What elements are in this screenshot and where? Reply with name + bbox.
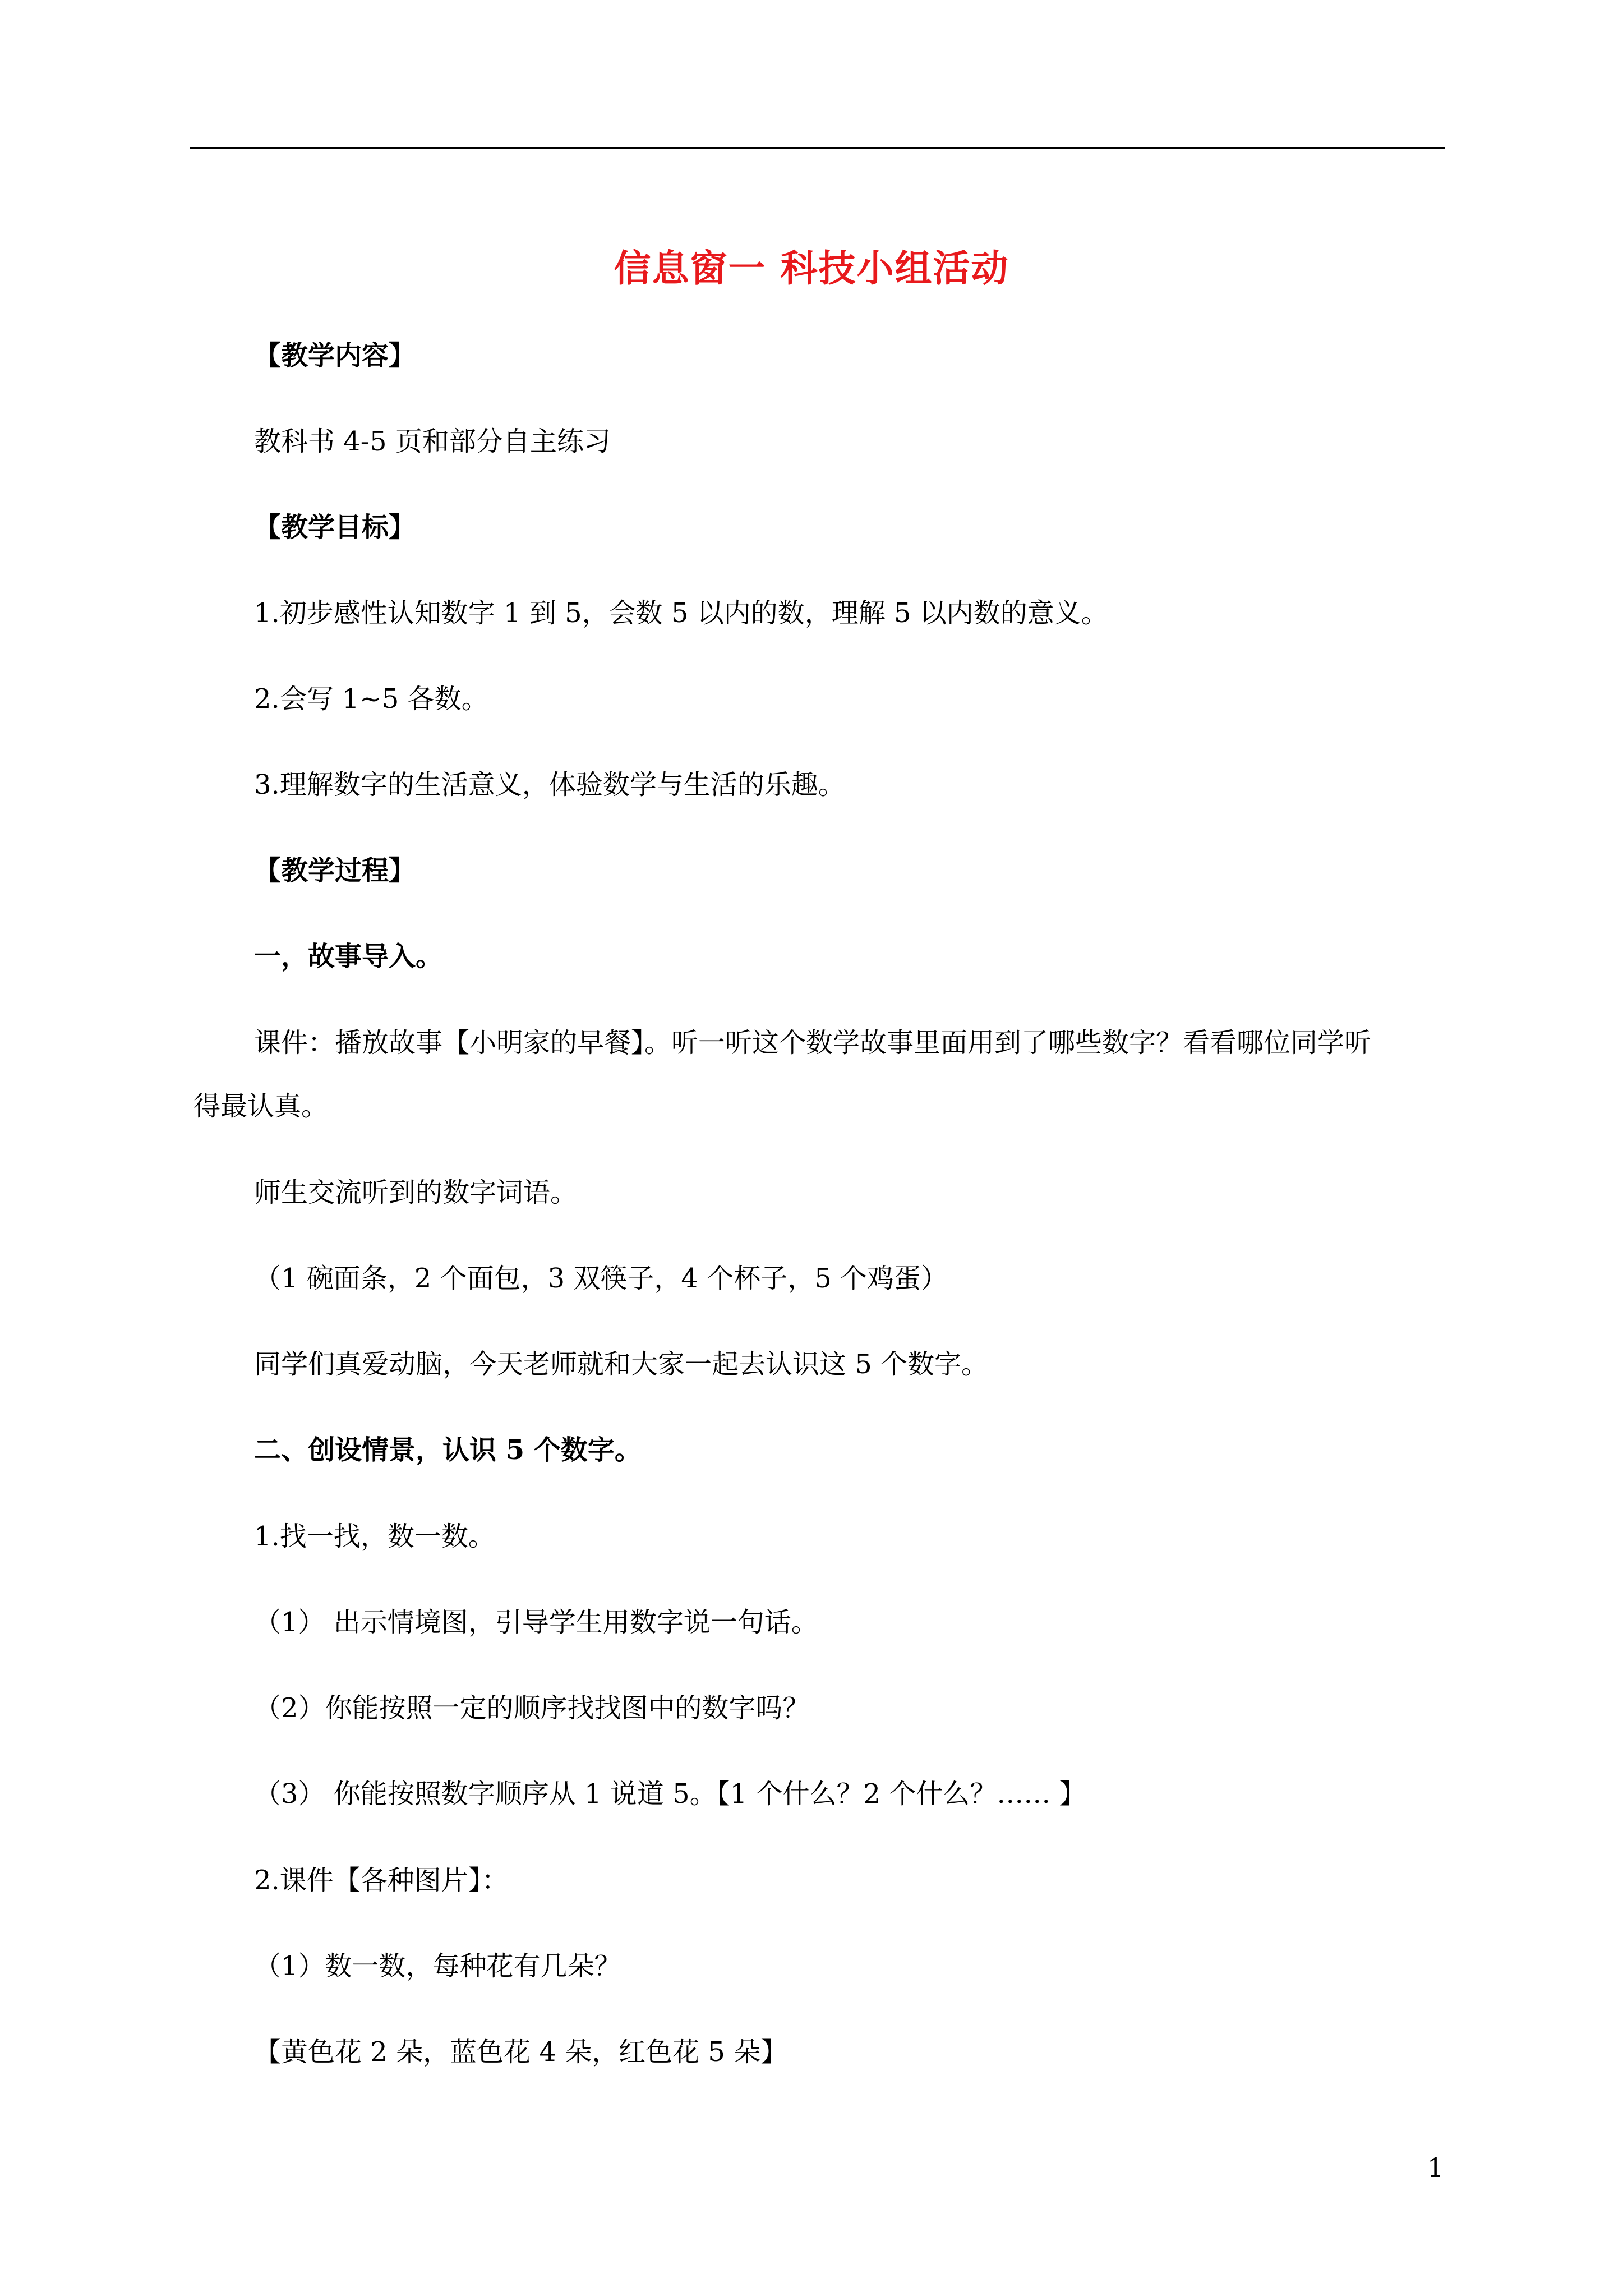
step2-item-2: （2）你能按照一定的顺序找找图中的数字吗？	[254, 1692, 810, 1724]
goal-item-1: 1.初步感性认知数字 1 到 5，会数 5 以内的数，理解 5 以内数的意义。	[254, 597, 1108, 629]
step1-heading: 一，故事导入。	[254, 941, 443, 972]
goal-item-2: 2.会写 1~5 各数。	[254, 683, 488, 715]
step1-paragraph-line1: 课件：播放故事【小明家的早餐】。听一听这个数学故事里面用到了哪些数字？看看哪位同学听	[254, 1027, 1372, 1059]
step2-courseware: 2.课件【各种图片】：	[254, 1865, 509, 1896]
content-text: 教科书 4-5 页和部分自主练习	[254, 426, 611, 457]
step2-item-3: （3） 你能按照数字顺序从 1 说道 5。【1 个什么？2 个什么？…… 】	[254, 1778, 1086, 1810]
step2-find-count: 1.找一找，数一数。	[254, 1521, 495, 1552]
step2-flower-answer: 【黄色花 2 朵，蓝色花 4 朵，红色花 5 朵】	[254, 2036, 788, 2068]
goal-item-3: 3.理解数字的生活意义，体验数学与生活的乐趣。	[254, 769, 845, 800]
step1-number-words: （1 碗面条，2 个面包，3 双筷子，4 个杯子，5 个鸡蛋）	[254, 1263, 948, 1294]
process-heading: 【教学过程】	[254, 855, 416, 886]
goals-heading: 【教学目标】	[254, 512, 416, 543]
header-rule	[190, 147, 1445, 149]
page-title: 信息窗一 科技小组活动	[614, 246, 1009, 290]
content-heading: 【教学内容】	[254, 340, 416, 371]
step1-transition: 同学们真爱动脑，今天老师就和大家一起去认识这 5 个数字。	[254, 1349, 989, 1380]
step2-heading: 二、创设情景，认识 5 个数字。	[254, 1434, 642, 1466]
step1-exchange: 师生交流听到的数字词语。	[254, 1177, 578, 1208]
page-number: 1	[1427, 2152, 1444, 2183]
step2-item-1: （1） 出示情境图，引导学生用数字说一句话。	[254, 1607, 818, 1638]
step2-count-flowers: （1）数一数，每种花有几朵？	[254, 1950, 621, 1982]
step1-paragraph-line2: 得最认真。	[193, 1091, 329, 1122]
